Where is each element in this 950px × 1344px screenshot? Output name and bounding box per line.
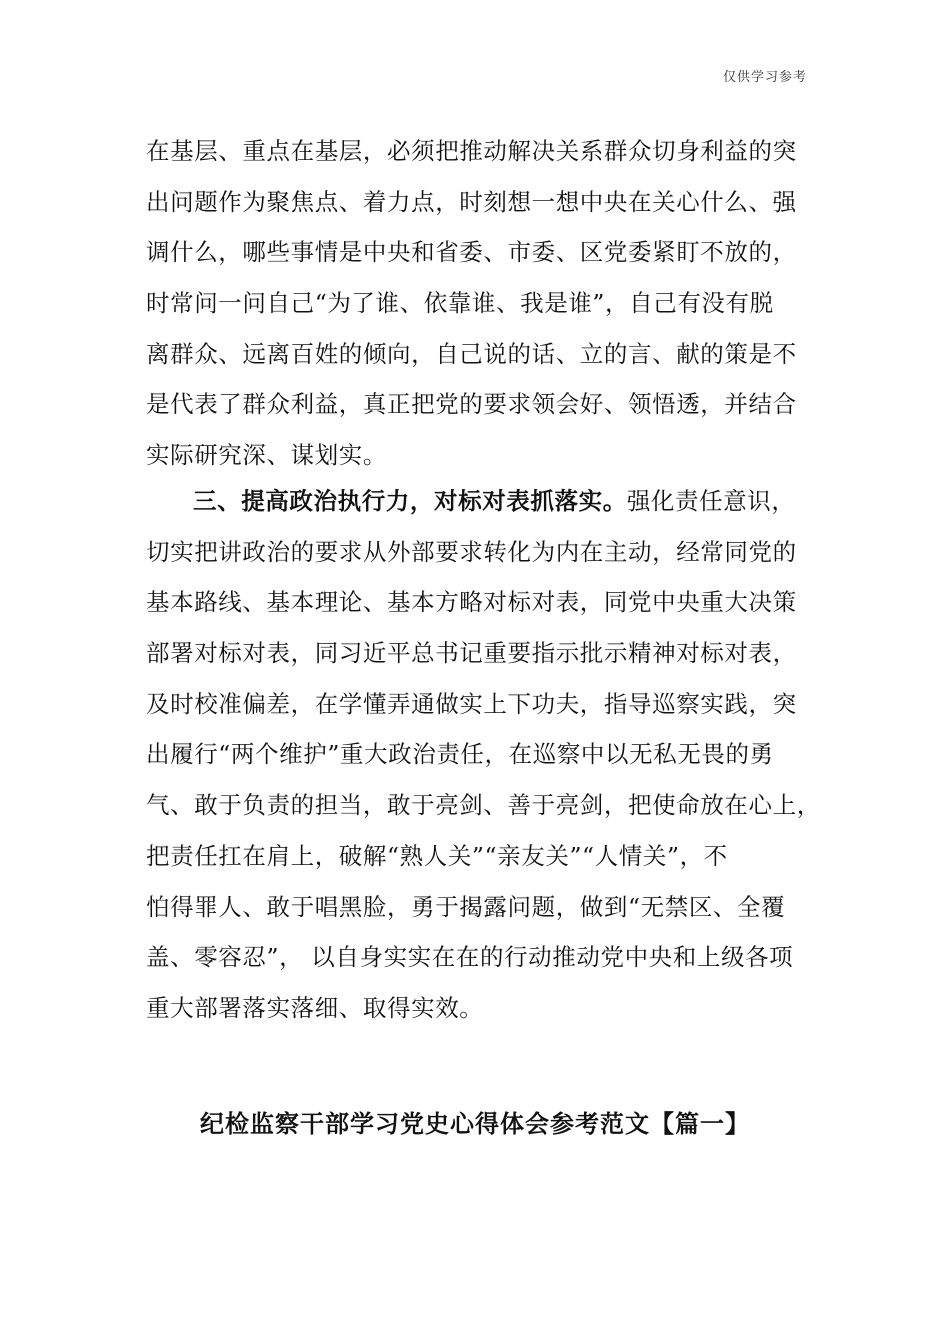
document-title: 纪检监察干部学习党史心得体会参考范文【篇一】: [200, 1109, 750, 1138]
text-line: 离群众、远离百姓的倾向，自己说的话、立的言、献的策是不: [146, 339, 797, 368]
text-line: 出问题作为聚焦点、着力点，时刻想一想中央在关心什么、强: [146, 187, 797, 216]
section-heading: 三、提高政治执行力，对标对表抓落实。: [193, 487, 627, 515]
text-line: 在基层、重点在基层，必须把推动解决关系群众切身利益的突: [146, 137, 797, 165]
text-line: 部署对标对表，同习近平总书记重要指示批示精神对标对表，: [146, 639, 797, 668]
text-line: 把责任扛在肩上，破解“熟人关”“亲友关”“人情关”，不: [146, 841, 728, 870]
text-line: 及时校准偏差，在学懂弄通做实上下功夫，指导巡察实践，突: [146, 689, 797, 718]
paragraph-1: [146, 126, 806, 481]
text-line-first: [146, 476, 806, 527]
paragraph-2: [146, 476, 821, 1034]
header-note: 仅供学习参考: [722, 70, 807, 85]
text-line: 切实把讲政治的要求从外部要求转化为内在主动，经常同党的: [146, 537, 797, 566]
text-line: 盖、零容忍”， 以自身实实在在的行动推动党中央和上级各项: [146, 943, 794, 972]
text-line: 基本路线、基本理论、基本方略对标对表，同党中央重大决策: [146, 588, 797, 617]
text-line: 是代表了群众利益，真正把党的要求领会好、领悟透，并结合: [146, 390, 797, 419]
text-line: 调什么，哪些事情是中央和省委、市委、区党委紧盯不放的，: [146, 238, 797, 267]
text-line: 重大部署落实落细、取得实效。: [146, 993, 484, 1022]
text-line: 时常问一问自己“为了谁、依靠谁、我是谁”，自己有没有脱: [146, 289, 774, 318]
text-line: 出履行“两个维护”重大政治责任，在巡察中以无私无畏的勇: [146, 740, 774, 769]
text-line: 气、敢于负责的担当，敢于亮剑、善于亮剑，把使命放在心上，: [146, 791, 821, 820]
text-line: 怕得罪人、敢于唱黑脸，勇于揭露问题，做到“无禁区、全覆: [146, 892, 786, 921]
text-run: 强化责任意识，: [626, 487, 796, 515]
text-line: 实际研究深、谋划实。: [146, 441, 387, 470]
